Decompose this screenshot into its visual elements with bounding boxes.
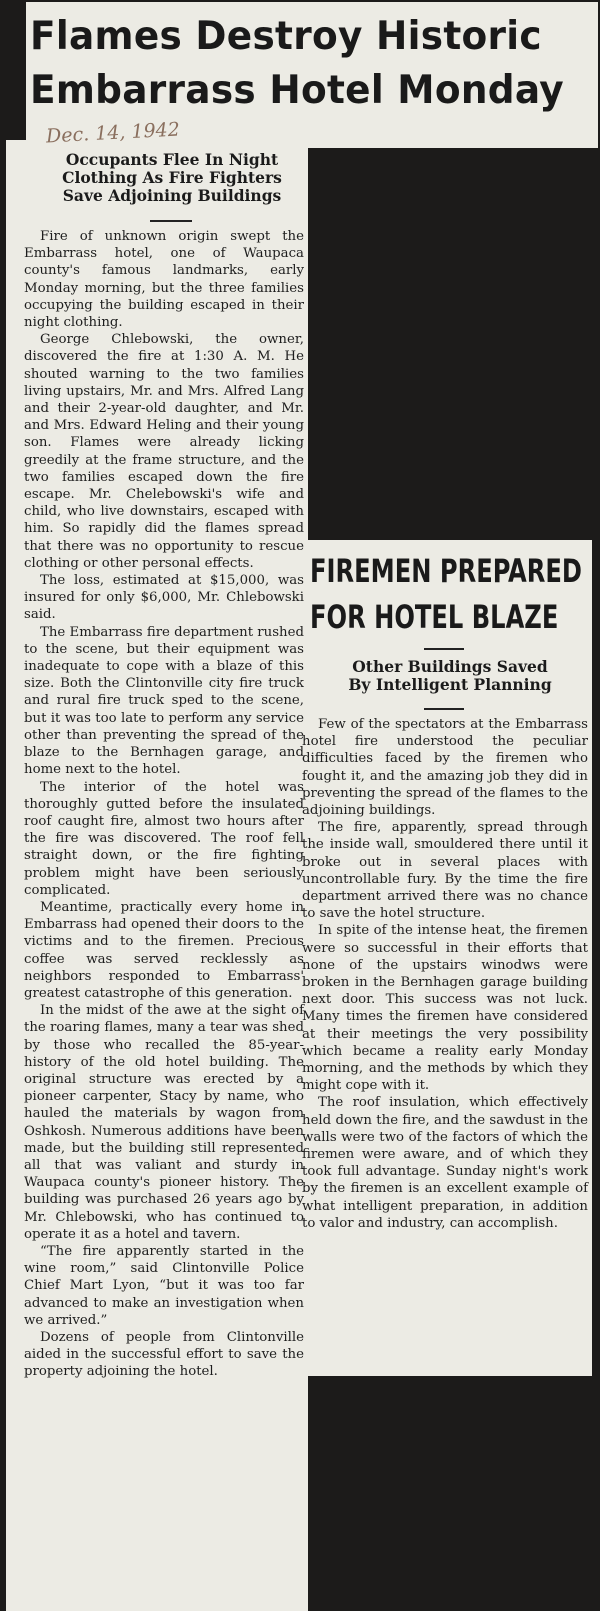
main-subhead-line-2: Clothing As Fire Fighters [62,168,282,187]
main-subhead-line-1: Occupants Flee In Night [65,150,279,169]
paragraph: The Embarrass fire department rushed to the scene, but their equipment was inadequate to cope with a blaze of this size. Both the Clintonville city fire truck and rural fire truck sped to the scene, but it was too late to perform any service other than preventing the spread of the blaze to the Bernhagen garage, and home next to the hotel. [24,624,304,778]
paragraph: The roof insulation, which effectively held down the fire, and the sawdust in the walls were two of the factors of which the firemen were aware, and of which they took full advantage. Sunday night's work by the firemen is an excellent example of what intelligent preparation, in addition to valor and industry, can accomplish. [302,1095,588,1231]
main-headline-line-1: Flames Destroy Historic [30,14,542,59]
divider-rule [424,708,464,710]
side-headline-line-1: FIREMEN PREPARED [310,552,582,590]
paragraph: The fire, apparently, spread through the inside wall, smouldered there until it broke out in several places with uncontrollable fury. By the time the fire department arrived there was no chance to save the hotel structure. [302,820,588,922]
handwritten-date: Dec. 14, 1942 [45,118,181,148]
main-headline [30,10,568,118]
paragraph: In spite of the intense heat, the firemen were so successful in their efforts that none of the upstairs winodws were broken in the Bernhagen garage building next door. This success was not luck. Many times the firemen have considered at their meetings the very possibility which became a reality early Monday morning, and the methods by which they might cope with it. [302,923,588,1094]
paragraph: George Chlebowski, the owner, discovered the fire at 1:30 A. M. He shouted warning to the two families living upstairs, Mr. and Mrs. Alfred Lang and their 2-year-old daughter, and Mr. and Mrs. Edward Heling and their young son. Flames were already licking greedily at the frame structure, and the two families escaped down the fire escape. Mr. Chelebowski's wife and child, who live downstairs, escaped with him. So rapidly did the flames spread that there was no opportunity to rescue clothing or other personal effects. [24,332,304,571]
side-article-body [302,716,588,1232]
paragraph: Dozens of people from Clintonville aided in the successful effort to save the property adjoining the hotel. [24,1330,304,1380]
paragraph: Few of the spectators at the Embarrass hotel fire understood the peculiar difficulties faced by the firemen who fought it, and the amazing job they did in preventing the spread of the flames to the adjoining buildings. [302,717,588,819]
divider-rule [150,220,192,222]
paragraph: The loss, estimated at $15,000, was insured for only $6,000, Mr. Chlebowski said. [24,573,304,623]
side-subheadline [312,658,588,694]
main-subhead-line-3: Save Adjoining Buildings [62,186,282,205]
divider-rule [424,648,464,650]
side-subhead-line-2: By Intelligent Planning [348,675,552,694]
main-headline-line-2: Embarrass Hotel Monday [30,68,564,113]
paragraph: “The fire apparently started in the wine room,” said Clintonville Police Chief Mart Lyon, “but it was too far advanced to make an investigation when we arrived.” [24,1243,304,1328]
paragraph: Fire of unknown origin swept the Embarrass hotel, one of Waupaca county's famous landmarks, early Monday morning, but the three families occupying the building escaped in their night clothing. [24,229,304,331]
main-article-body [24,228,304,1381]
side-headline [310,548,582,640]
main-subheadline [38,151,306,205]
paragraph: The interior of the hotel was thoroughly gutted before the insulated roof caught fire, almost two hours after the fire was discovered. The roof fell straight down, or the fire fighting problem might have been seriously complicated. [24,779,304,898]
side-subhead-line-1: Other Buildings Saved [352,657,548,676]
paragraph: In the midst of the awe at the sight of the roaring flames, many a tear was shed by those who recalled the 85-year-history of the old hotel building. The original structure was erected by a pioneer carpenter, Stacy by name, who hauled the materials by wagon from Oshkosh. Numerous additions have been made, but the building still represented all that was valiant and sturdy in Waupaca county's pioneer history. The building was purchased 26 years ago by Mr. Chlebowski, who has continued to operate it as a hotel and tavern. [24,1003,304,1242]
paragraph: Meantime, practically every home in Embarrass had opened their doors to the victims and to the firemen. Precious coffee was served recklessly as neighbors responded to Embarrass' greatest catastrophe of this generation. [24,899,304,1001]
side-headline-line-2: FOR HOTEL BLAZE [310,598,559,636]
